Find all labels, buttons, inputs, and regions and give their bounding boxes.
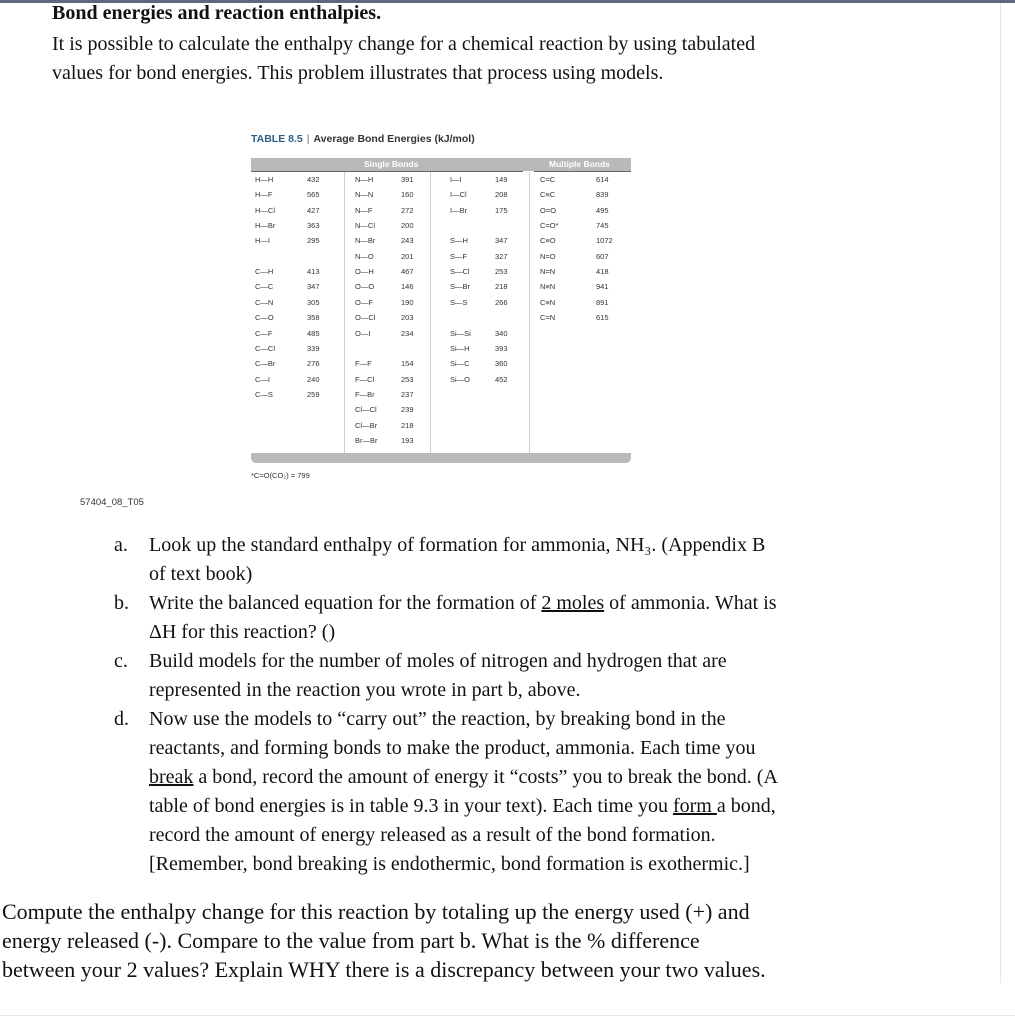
bond-label: S—H — [450, 236, 468, 246]
bond-energy-value: 327 — [495, 251, 508, 261]
question-line: represented in the reaction you wrote in part b, above. — [149, 679, 581, 701]
bond-energy-value: 413 — [307, 267, 320, 277]
bond-energy-value: 495 — [596, 205, 609, 215]
bond-energy-value: 467 — [401, 267, 414, 277]
header-rule-multiple — [534, 171, 631, 172]
bond-energy-value: 218 — [401, 420, 414, 430]
bond-energy-value: 839 — [596, 190, 609, 200]
bond-energy-value: 237 — [401, 389, 414, 399]
bond-energy-value: 305 — [307, 297, 320, 307]
right-divider — [1000, 3, 1001, 983]
bond-energy-value: 941 — [596, 282, 609, 292]
bond-energy-value: 347 — [307, 282, 320, 292]
bond-label: Cl—Br — [355, 420, 378, 430]
bond-energy-value: 891 — [596, 297, 609, 307]
bond-energy-value: 339 — [307, 343, 320, 353]
caption-separator: | — [306, 133, 310, 145]
bond-label: S—Cl — [450, 267, 470, 277]
page-title: Bond energies and reaction enthalpies. — [52, 2, 382, 24]
text-run: a bond, record the amount of energy it “costs” you to break the bond. (A — [193, 766, 778, 788]
bond-label: C—F — [255, 328, 273, 338]
final-line: between your 2 values? Explain WHY there is a discrepancy between your two values. — [2, 957, 766, 982]
bond-energy-value: 485 — [307, 328, 320, 338]
final-line: Compute the enthalpy change for this reaction by totaling up the energy used (+) and — [2, 899, 750, 924]
bond-energy-value: 239 — [401, 405, 414, 415]
bond-label: S—Br — [450, 282, 471, 292]
table-number: TABLE 8.5 — [251, 133, 303, 145]
bond-label: O—Cl — [355, 313, 376, 323]
bond-label: O—I — [355, 328, 371, 338]
bond-label: N—O — [355, 251, 374, 261]
bond-energy-value: 240 — [307, 374, 320, 384]
bond-label: C=C — [540, 175, 556, 184]
bond-energy-value: 203 — [401, 313, 414, 323]
bond-energy-value: 266 — [495, 297, 508, 307]
bond-energy-value: 340 — [495, 328, 508, 338]
bond-label: N—Br — [355, 236, 376, 246]
question-line: ΔH for this reaction? () — [149, 621, 336, 643]
question-line — [149, 589, 849, 618]
bond-label: N=O — [540, 251, 556, 261]
bond-energy-value: 276 — [307, 359, 320, 369]
bond-energy-value: 154 — [401, 359, 414, 369]
bond-label: H—I — [255, 236, 270, 246]
bond-label: Si—O — [450, 374, 471, 384]
bond-label: C—Cl — [255, 343, 275, 353]
bond-label: S—F — [450, 251, 468, 261]
bond-label: H—F — [255, 190, 273, 200]
question-line: record the amount of energy released as a result of the bond formation. — [149, 824, 716, 846]
bond-energy-value: 175 — [495, 205, 508, 215]
intro-line: values for bond energies. This problem illustrates that process using models. — [52, 62, 664, 84]
bond-energy-value: 253 — [401, 374, 414, 384]
text-run: table of bond energies is in table 9.3 in your text). Each time you — [149, 795, 673, 817]
bond-energy-value: 1072 — [596, 236, 613, 246]
question-label: a. — [114, 534, 128, 556]
question-line — [149, 792, 849, 821]
bond-energy-value: 393 — [495, 343, 508, 353]
table-footer-band — [251, 453, 631, 463]
bond-energy-value: 607 — [596, 251, 609, 261]
bond-label: I—Br — [450, 205, 468, 215]
bond-energy-value: 615 — [596, 313, 609, 323]
bond-label: C—I — [255, 374, 270, 384]
question-line: Look up the standard enthalpy of formation for ammonia, NH₃. (Appendix B — [149, 534, 766, 556]
text-run: Write the balanced equation for the formation of — [149, 592, 542, 614]
bond-label: C—N — [255, 297, 274, 307]
bond-label: C—H — [255, 267, 274, 277]
underlined-text: break — [149, 766, 194, 788]
table-footnote: *C=O(CO₂) = 799 — [251, 471, 310, 480]
final-line: energy released (-). Compare to the value from part b. What is the % difference — [2, 928, 700, 953]
bond-energy-table — [251, 158, 631, 463]
bond-energy-value: 418 — [596, 267, 609, 277]
bond-energy-value: 565 — [307, 190, 320, 200]
question-line — [149, 763, 849, 792]
bond-label: O—O — [355, 282, 375, 292]
bond-energy-value: 201 — [401, 251, 414, 261]
bond-label: H—Br — [255, 221, 276, 231]
bond-energy-value: 234 — [401, 328, 414, 338]
header-multiple-bonds: Multiple Bonds — [549, 159, 610, 169]
bond-label: H—H — [255, 175, 274, 184]
final-instructions — [2, 897, 902, 984]
text-run: a bond, — [716, 795, 776, 817]
bond-energy-value: 432 — [307, 175, 320, 184]
bond-energy-value: 160 — [401, 190, 414, 200]
bottom-divider — [0, 1015, 1015, 1016]
bond-label: N—H — [355, 175, 374, 184]
bond-energy-value: 614 — [596, 175, 609, 184]
bond-energy-value: 391 — [401, 175, 414, 184]
bond-label: C≡N — [540, 297, 556, 307]
bond-label: C≡C — [540, 190, 556, 200]
question-line: Now use the models to “carry out” the reaction, by breaking bond in the — [149, 708, 726, 730]
underlined-text: form — [672, 795, 717, 817]
column-divider — [529, 172, 530, 453]
question-line: [Remember, bond breaking is endothermic, bond formation is exothermic.] — [149, 853, 750, 875]
question-line: of text book) — [149, 563, 253, 585]
bond-label: C—O — [255, 313, 274, 323]
bond-energy-value: 243 — [401, 236, 414, 246]
intro-line: It is possible to calculate the enthalpy change for a chemical reaction by using tabulated — [52, 33, 756, 55]
bond-energy-value: 272 — [401, 205, 414, 215]
bond-energy-value: 149 — [495, 175, 508, 184]
bond-energy-value: 190 — [401, 297, 414, 307]
bond-energy-value: 200 — [401, 221, 414, 231]
bond-energy-value: 295 — [307, 236, 320, 246]
bond-label: F—Br — [355, 389, 375, 399]
text-run: of ammonia. What is — [604, 592, 777, 614]
bond-label: I—I — [450, 175, 462, 184]
bond-label: N—N — [355, 190, 374, 200]
question-line: Build models for the number of moles of nitrogen and hydrogen that are — [149, 650, 727, 672]
bond-energy-value: 218 — [495, 282, 508, 292]
table-title: Average Bond Energies (kJ/mol) — [313, 133, 475, 145]
bond-energy-value: 745 — [596, 221, 609, 231]
question-label: c. — [114, 650, 128, 672]
bond-label: F—F — [355, 359, 372, 369]
column-divider — [344, 172, 345, 453]
bond-label: O=O — [540, 205, 557, 215]
question-line: reactants, and forming bonds to make the product, ammonia. Each time you — [149, 737, 756, 759]
bond-energy-value: 253 — [495, 267, 508, 277]
bond-label: N—Cl — [355, 221, 375, 231]
bond-energy-value: 363 — [307, 221, 320, 231]
underlined-text: 2 moles — [541, 592, 605, 614]
figure-id: 57404_08_T05 — [80, 497, 144, 508]
bond-label: C—Br — [255, 359, 276, 369]
bond-label: N—F — [355, 205, 373, 215]
question-label: b. — [114, 592, 129, 614]
bond-label: C—C — [255, 282, 274, 292]
table-caption — [251, 133, 475, 145]
header-rule-single — [251, 171, 523, 172]
bond-energy-value: 347 — [495, 236, 508, 246]
bond-label: N=N — [540, 267, 556, 277]
bond-energy-value: 208 — [495, 190, 508, 200]
bond-energy-value: 452 — [495, 374, 508, 384]
bond-label: Br—Br — [355, 435, 378, 445]
bond-label: Si—H — [450, 343, 470, 353]
bond-label: C—S — [255, 389, 273, 399]
bond-label: O—F — [355, 297, 373, 307]
bond-label: S—S — [450, 297, 468, 307]
bond-energy-value: 193 — [401, 435, 414, 445]
question-label: d. — [114, 708, 129, 730]
bond-label: Cl—Cl — [355, 405, 377, 415]
bond-label: Si—Si — [450, 328, 471, 338]
bond-label: Si—C — [450, 359, 470, 369]
bond-label: O—H — [355, 267, 374, 277]
bond-label: H—Cl — [255, 205, 275, 215]
bond-energy-value: 146 — [401, 282, 414, 292]
bond-label: F—Cl — [355, 374, 375, 384]
bond-energy-value: 360 — [495, 359, 508, 369]
bond-label: C=N — [540, 313, 556, 323]
bond-label: C≡O — [540, 236, 556, 246]
intro-paragraph — [52, 30, 852, 88]
bond-label: I—Cl — [450, 190, 467, 200]
bond-energy-value: 259 — [307, 389, 320, 399]
header-single-bonds: Single Bonds — [364, 159, 419, 169]
bond-label: C=O* — [540, 221, 559, 231]
bond-label: N≡N — [540, 282, 556, 292]
column-divider — [430, 172, 431, 453]
bond-energy-value: 358 — [307, 313, 320, 323]
bond-energy-value: 427 — [307, 205, 320, 215]
